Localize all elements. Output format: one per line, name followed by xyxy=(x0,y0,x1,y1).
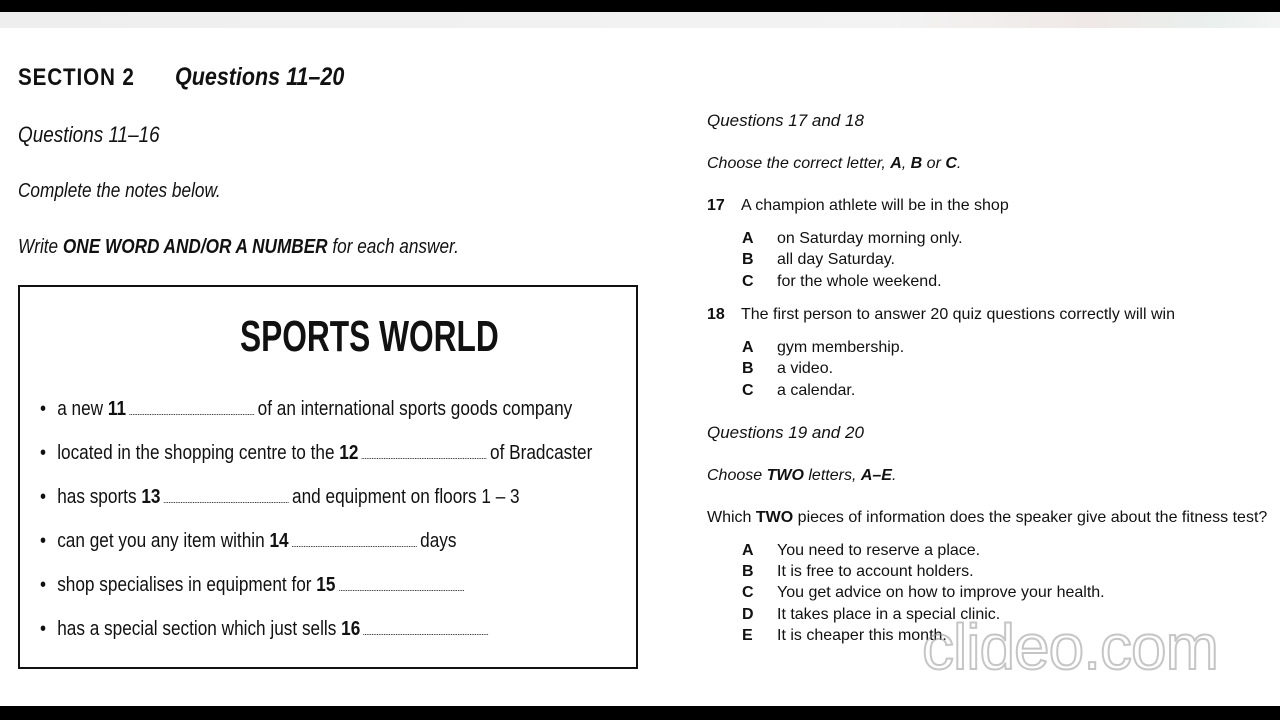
bottom-black-bar xyxy=(0,706,1280,720)
q17-option-a-text: on Saturday morning only. xyxy=(777,230,963,247)
q17-option-b-letter[interactable]: B xyxy=(742,251,754,268)
bullet-icon: • xyxy=(40,398,47,420)
q18-option-a-letter[interactable]: A xyxy=(742,339,754,356)
answer-blank-14[interactable] xyxy=(292,534,417,547)
answer-blank-11[interactable] xyxy=(130,402,255,415)
question-number: 14 xyxy=(269,530,289,552)
q18-option-a-text: gym membership. xyxy=(777,339,905,356)
q19-20-option-a-text: You need to reserve a place. xyxy=(777,542,981,559)
q19-20-option-e-text: It is cheaper this month. xyxy=(777,627,947,644)
bullet-icon: • xyxy=(40,530,47,552)
answer-blank-12[interactable] xyxy=(362,446,487,459)
section-heading: SECTION 2 xyxy=(18,64,135,91)
instruction-word-limit: Write ONE WORD AND/OR A NUMBER for each answer. xyxy=(18,236,459,258)
question-number: 11 xyxy=(107,398,127,420)
q17-option-c-text: for the whole weekend. xyxy=(777,273,942,290)
question-number: 12 xyxy=(339,442,359,464)
q19-20-option-c-letter[interactable]: C xyxy=(742,584,754,601)
bullet-icon: • xyxy=(40,574,47,596)
bullet-icon: • xyxy=(40,442,47,464)
top-black-bar xyxy=(0,0,1280,12)
questions-17-18-heading: Questions 17 and 18 xyxy=(707,111,864,130)
q19-20-option-c-text: You get advice on how to improve your health. xyxy=(777,584,1105,601)
group2-question: Which TWO pieces of information does the speaker give about the fitness test? xyxy=(707,509,1268,526)
group1-instruction: Choose the correct letter, A, B or C. xyxy=(707,155,962,172)
note-item-16: • has a special section which just sells 16 xyxy=(40,618,492,641)
question-18-number: 18 xyxy=(707,306,725,323)
note-item-14: • can get you any item within 14 days xyxy=(40,530,457,552)
q18-option-b-text: a video. xyxy=(777,360,834,377)
question-number: 16 xyxy=(341,618,361,640)
answer-blank-15[interactable] xyxy=(339,578,464,591)
q19-20-option-b-letter[interactable]: B xyxy=(742,563,754,580)
q18-option-c-text: a calendar. xyxy=(777,382,856,399)
q19-20-option-d-letter[interactable]: D xyxy=(742,606,754,623)
note-item-11: • a new 11 of an international sports goods company xyxy=(40,398,573,420)
q18-option-b-letter[interactable]: B xyxy=(742,360,754,377)
q19-20-option-d-text: It takes place in a special clinic. xyxy=(777,606,1001,623)
instruction-complete-notes: Complete the notes below. xyxy=(18,180,221,202)
question-18-text: The first person to answer 20 quiz questions correctly will win xyxy=(741,306,1175,323)
word-limit-bold: ONE WORD AND/OR A NUMBER xyxy=(62,236,328,258)
questions-19-20-heading: Questions 19 and 20 xyxy=(707,423,864,442)
bullet-icon: • xyxy=(40,618,47,640)
q17-option-c-letter[interactable]: C xyxy=(742,273,754,290)
section-questions-range: Questions 11–20 xyxy=(175,63,345,91)
answer-blank-16[interactable] xyxy=(364,622,489,635)
questions-11-16-heading: Questions 11–16 xyxy=(18,122,160,147)
question-number: 13 xyxy=(141,486,161,508)
notes-box-title: SPORTS WORLD xyxy=(240,312,499,361)
q17-option-a-letter[interactable]: A xyxy=(742,230,754,247)
q19-20-option-a-letter[interactable]: A xyxy=(742,542,754,559)
q19-20-option-b-text: It is free to account holders. xyxy=(777,563,974,580)
note-item-15: • shop specialises in equipment for 15 xyxy=(40,574,467,597)
question-17-number: 17 xyxy=(707,197,725,214)
question-17-text: A champion athlete will be in the shop xyxy=(741,197,1009,214)
clideo-watermark: clideo.com xyxy=(922,611,1218,683)
q17-option-b-text: all day Saturday. xyxy=(777,251,895,268)
note-item-12: • located in the shopping centre to the 12 of Bradcaster xyxy=(40,442,593,464)
answer-blank-13[interactable] xyxy=(164,490,289,503)
note-item-13: • has sports 13 and equipment on floors 1 – 3 xyxy=(40,486,520,508)
group2-instruction: Choose TWO letters, A–E. xyxy=(707,467,897,484)
q19-20-option-e-letter[interactable]: E xyxy=(742,627,753,644)
bullet-icon: • xyxy=(40,486,47,508)
q18-option-c-letter[interactable]: C xyxy=(742,382,754,399)
top-gray-strip xyxy=(0,12,1280,28)
question-number: 15 xyxy=(316,574,336,596)
